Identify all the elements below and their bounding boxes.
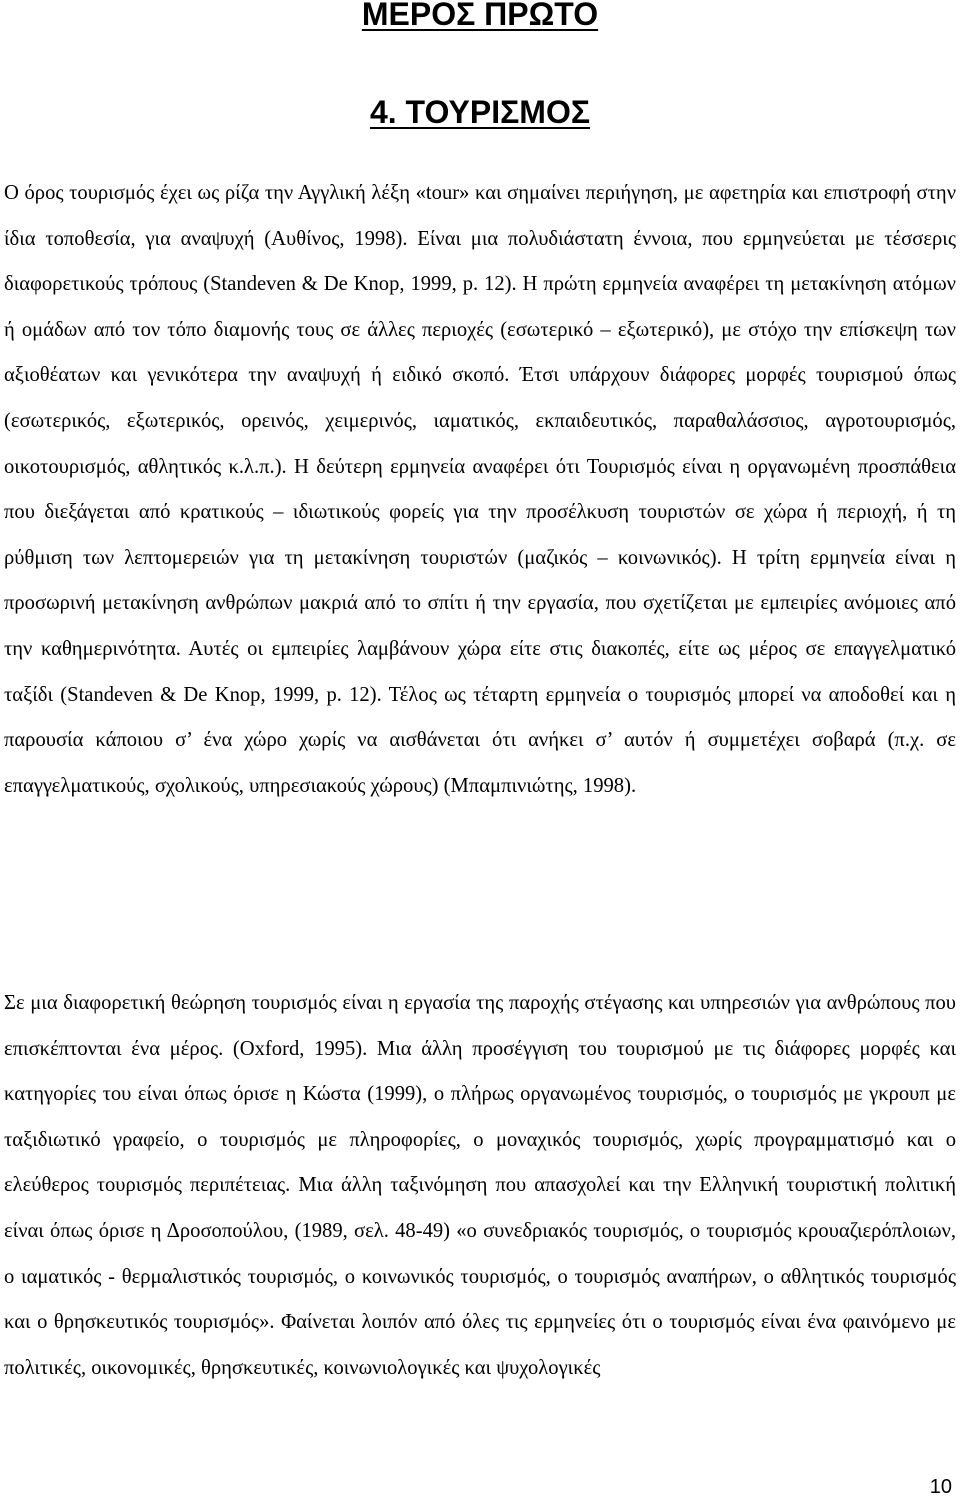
body-paragraph-1: Ο όρος τουρισμός έχει ως ρίζα την Αγγλική λέξη «tour» και σημαίνει περιήγηση, με αφετηρία και επιστροφή στην ίδια τοποθεσία, για αναψυχή (Αυθίνος, 1998). Είναι μια πολυδιάστατη έννοια, που ερμηνεύεται με τέσσερις διαφορετικούς τρόπους (Standeven & De Knop, 1999, p. 12). Η πρώτη ερμηνεία αναφέρει τη μετακίνηση ατόμων ή ομάδων από τον τόπο διαμονής τους σε άλλες περιοχές (εσωτερικό – εξωτερικό), με στόχο την επίσκεψη των αξιοθέατων και γενικότερα την αναψυχή ή ειδικό σκοπό. Έτσι υπάρχουν διάφορες μορφές τουρισμού όπως (εσωτερικός, εξωτερικός, ορεινός, χειμερινός, ιαματικός, εκπαιδευτικός, παραθαλάσσιος, αγροτουρισμός, οικοτουρισμός, αθλητικός κ.λ.π.). Η δεύτερη ερμηνεία αναφέρει ότι Τουρισμός είναι η οργανωμένη προσπάθεια που διεξάγεται από κρατικούς – ιδιωτικούς φορείς για την προσέλκυση τουριστών σε χώρα ή περιοχή, ή τη ρύθμιση των λεπτομερειών για τη μετακίνηση τουριστών (μαζικός – κοινωνικός). Η τρίτη ερμηνεία είναι η προσωρινή μετακίνηση ανθρώπων μακριά από το σπίτι ή την εργασία, που σχετίζεται με εμπειρίες ανόμοιες από την καθημερινότητα. Αυτές οι εμπειρίες λαμβάνουν χώρα είτε στις διακοπές, είτε ως μέρος σε επαγγελματικό ταξίδι (Standeven & De Knop, 1999, p. 12). Τέλος ως τέταρτη ερμηνεία ο τουρισμός μπορεί να αποδοθεί και η παρουσία κάποιου σ’ ένα χώρο χωρίς να αισθάνεται ότι ανήκει σ’ αυτόν ή συμμετέχει σοβαρά (π.χ. σε επαγγελματικούς, σχολικούς, υπηρεσιακούς χώρους) (Μπαμπινιώτης, 1998). <box>4 182 956 797</box>
body-paragraph-2: Σε μια διαφορετική θεώρηση τουρισμός είναι η εργασία της παροχής στέγασης και υπηρεσιών για ανθρώπους που επισκέπτονται ένα μέρος. (Oxford, 1995). Μια άλλη προσέγγιση του τουρισμού με τις διάφορες μορφές και κατηγορίες του είναι όπως όρισε η Κώστα (1999), ο πλήρως οργανωμένος τουρισμός, ο τουρισμός με γκρουπ με ταξιδιωτικό γραφείο, ο τουρισμός με πληροφορίες, ο μοναχικός τουρισμός, χωρίς προγραμματισμό και ο ελεύθερος τουρισμός περιπέτειας. Μια άλλη ταξινόμηση που απασχολεί και την Ελληνική τουριστική πολιτική είναι όπως όρισε η Δροσοπούλου, (1989, σελ. 48-49) «ο συνεδριακός τουρισμός, ο τουρισμός κρουαζιερόπλοιων, ο ιαματικός - θερμαλιστικός τουρισμός, ο κοινωνικός τουρισμός, ο τουρισμός αναπήρων, ο αθλητικός τουρισμός και ο θρησκευτικός τουρισμός». Φαίνεται λοιπόν από όλες τις ερμηνείες ότι ο τουρισμός είναι ένα φαινόμενο με πολιτικές, οικονομικές, θρησκευτικές, κοινωνιολογικές και ψυχολογικές <box>4 992 956 1379</box>
chapter-title: 4. ΤΟΥΡΙΣΜΟΣ <box>369 94 591 130</box>
page-number: 10 <box>929 1476 952 1498</box>
part-title: ΜΕΡΟΣ ΠΡΩΤΟ <box>361 0 599 32</box>
